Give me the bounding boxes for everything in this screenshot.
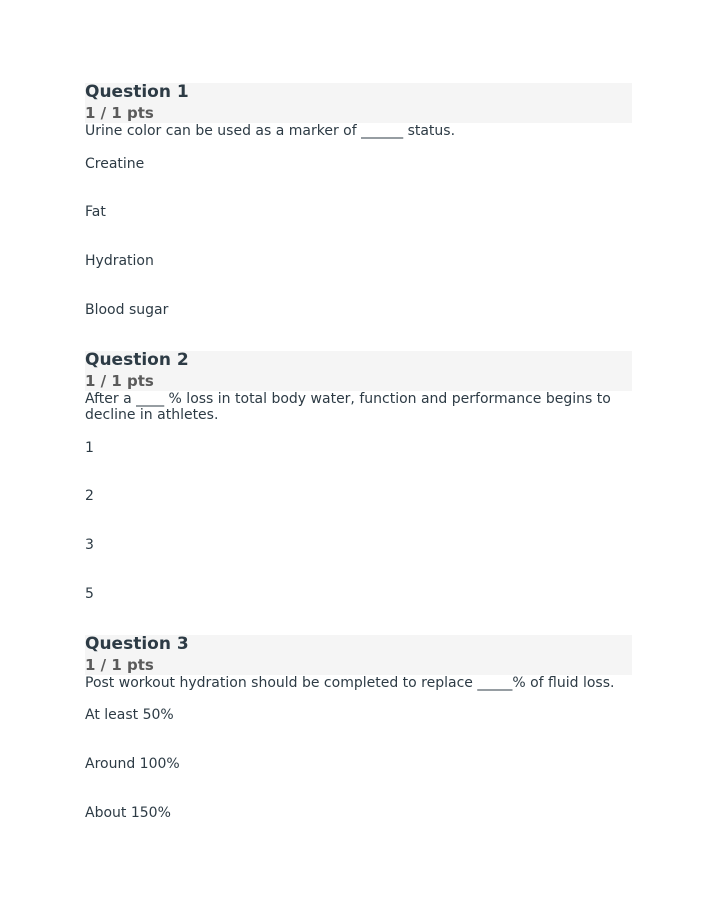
answer-option[interactable]: 3: [85, 537, 94, 553]
question-title: Question 2: [85, 350, 189, 370]
answer-option[interactable]: Hydration: [85, 253, 154, 269]
answer-option[interactable]: Blood sugar: [85, 302, 169, 318]
question-points: 1 / 1 pts: [85, 104, 154, 122]
answer-option[interactable]: About 150%: [85, 805, 171, 821]
question-title: Question 3: [85, 634, 189, 654]
answer-option[interactable]: 1: [85, 440, 94, 456]
question-text: Urine color can be used as a marker of ______ status.: [85, 123, 456, 139]
answer-option[interactable]: 5: [85, 586, 94, 602]
answer-option[interactable]: Around 100%: [85, 756, 180, 772]
question-text: After a ____ % loss in total body water, function and performance begins to decline in athletes.: [85, 391, 611, 423]
question-points: 1 / 1 pts: [85, 372, 154, 390]
answer-option[interactable]: At least 50%: [85, 707, 174, 723]
answer-option[interactable]: Creatine: [85, 156, 145, 172]
answer-option[interactable]: 2: [85, 488, 94, 504]
answer-option[interactable]: Fat: [85, 204, 106, 220]
question-title: Question 1: [85, 82, 189, 102]
question-text: Post workout hydration should be completed to replace _____% of fluid loss.: [85, 675, 615, 691]
question-points: 1 / 1 pts: [85, 656, 154, 674]
